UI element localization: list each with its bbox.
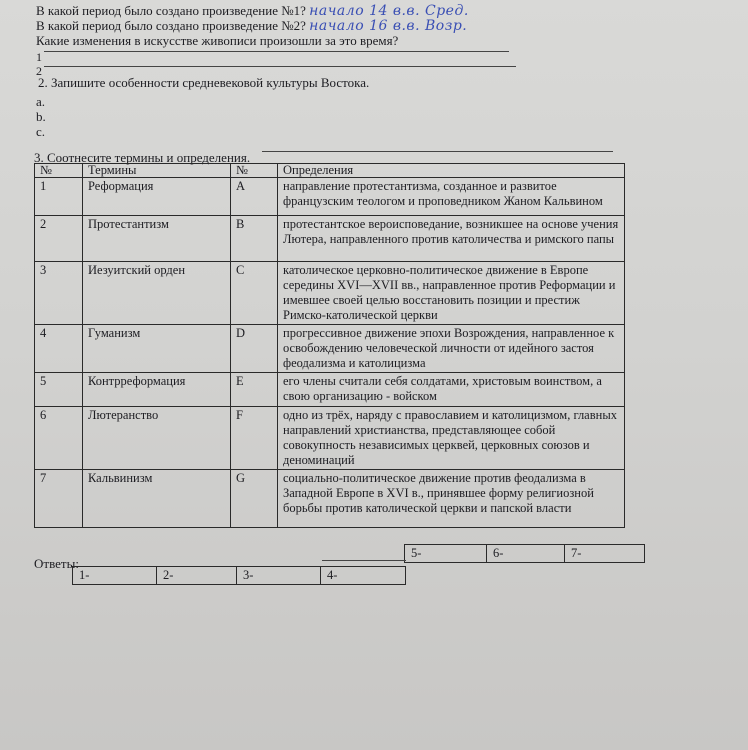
row-definition: прогрессивное движение эпохи Возрождения, направленное к освобождению человеческой личности от идейного застоя феодализма и католицизма <box>278 325 625 373</box>
row-letter: C <box>231 262 278 325</box>
row-letter: A <box>231 178 278 216</box>
question-2 <box>36 18 467 34</box>
header-letter: № <box>231 164 278 178</box>
row-letter: F <box>231 407 278 470</box>
row-term: Лютеранство <box>83 407 231 470</box>
answer-line-1-label: 1 <box>36 50 42 64</box>
answer-cell-7[interactable]: 7- <box>571 546 582 560</box>
row-definition: одно из трёх, наряду с православием и католицизмом, главных направлений христианства, представляющее собой совокупность независимых церквей, церковных союзов и деноминаций <box>278 407 625 470</box>
row-number: 6 <box>35 407 83 470</box>
task-2-item-a: a. <box>36 94 46 109</box>
row-letter: G <box>231 470 278 528</box>
question-1-text: В какой период было создано произведение №1? <box>36 3 306 18</box>
answer-cell-1[interactable]: 1- <box>73 567 157 584</box>
table-row <box>35 470 625 528</box>
task-2-item-c: c. <box>36 124 46 139</box>
question-1-handwritten-answer: начало 14 в.в. Сред. <box>309 3 469 19</box>
table-top-border <box>262 151 613 152</box>
row-number: 4 <box>35 325 83 373</box>
task-3-title: 3. Соотнесите термины и определения. <box>34 150 251 165</box>
row-definition: социально-политическое движение против феодализма в Западной Европе в XVI в., принявшее форму религиозной борьбы против католической церкви и папской власти <box>278 470 625 528</box>
question-3-text: Какие изменения в искусстве живописи произошли за это время? <box>36 33 399 48</box>
row-term: Реформация <box>83 178 231 216</box>
answers-connector-line <box>322 560 406 561</box>
header-terms: Термины <box>83 164 231 178</box>
table-row <box>35 325 625 373</box>
answer-line-2 <box>44 66 516 67</box>
row-letter: E <box>231 373 278 407</box>
answer-line-2-label: 2 <box>36 64 42 78</box>
row-term: Иезуитский орден <box>83 262 231 325</box>
row-number: 7 <box>35 470 83 528</box>
row-number: 5 <box>35 373 83 407</box>
row-term: Кальвинизм <box>83 470 231 528</box>
answer-cell-6[interactable]: 6- <box>487 545 565 562</box>
row-definition: протестантское вероисповедание, возникшее на основе учения Лютера, направленного против католичества и римского папы <box>278 216 625 262</box>
row-term: Гуманизм <box>83 325 231 373</box>
answers-lower-row <box>72 566 406 585</box>
answers-upper-row <box>404 544 645 563</box>
question-2-handwritten-answer: начало 16 в.в. Возр. <box>309 18 468 34</box>
answer-cell-4[interactable]: 4- <box>327 568 338 582</box>
table-row <box>35 262 625 325</box>
task-2-title: 2. Запишите особенности средневековой культуры Востока. <box>38 75 370 90</box>
answer-cell-5[interactable]: 5- <box>405 545 487 562</box>
question-2-text: В какой период было создано произведение №2? <box>36 18 306 33</box>
table-header-row <box>35 164 625 178</box>
row-number: 3 <box>35 262 83 325</box>
row-term: Протестантизм <box>83 216 231 262</box>
table-row <box>35 178 625 216</box>
row-letter: B <box>231 216 278 262</box>
row-definition: католическое церковно-политическое движение в Европе середины XVI—XVII вв., направленное против Реформации и имевшее своей целью восстановить позиции и престиж Римско-католической церкви <box>278 262 625 325</box>
row-number: 1 <box>35 178 83 216</box>
row-number: 2 <box>35 216 83 262</box>
table-row <box>35 407 625 470</box>
row-letter: D <box>231 325 278 373</box>
task-2-item-b: b. <box>36 109 46 124</box>
table-row <box>35 373 625 407</box>
table-row <box>35 216 625 262</box>
answer-cell-3[interactable]: 3- <box>237 567 321 584</box>
header-number: № <box>35 164 83 178</box>
answer-cell-2[interactable]: 2- <box>157 567 237 584</box>
row-definition: его члены считали себя солдатами, христовым воинством, а свою организацию - войском <box>278 373 625 407</box>
answer-line-1 <box>44 51 509 52</box>
matching-table <box>34 163 625 528</box>
row-definition: направление протестантизма, созданное и развитое французским теологом и проповедником Жаном Кальвином <box>278 178 625 216</box>
question-1 <box>36 3 469 19</box>
header-definitions: Определения <box>278 164 625 178</box>
answers-label: Ответы: <box>34 556 79 571</box>
row-term: Контрреформация <box>83 373 231 407</box>
